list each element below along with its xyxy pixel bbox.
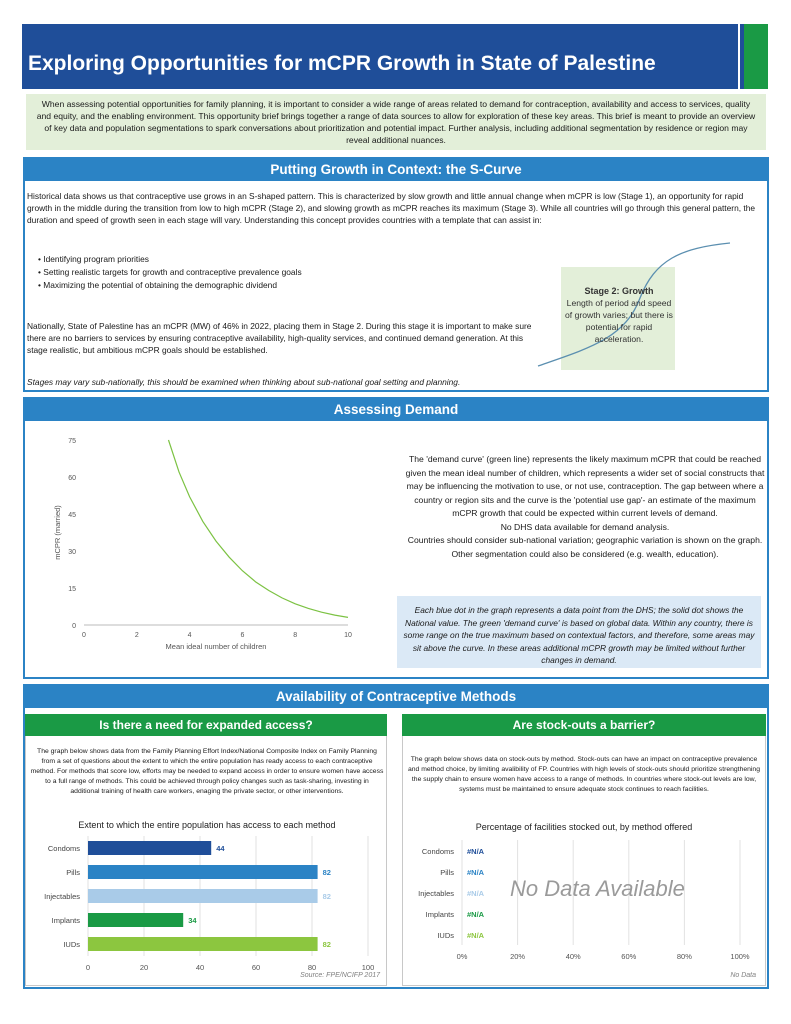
availability-title: Availability of Contraceptive Methods xyxy=(25,686,767,708)
stockout-source: No Data xyxy=(730,972,756,979)
x-tick-label: 10 xyxy=(344,632,352,639)
bullet-item: • Maximizing the potential of obtaining the demographic dividend xyxy=(38,279,518,292)
data-label: #N/A xyxy=(467,847,485,856)
access-bar-chart xyxy=(28,832,384,972)
x-tick-label: 2 xyxy=(134,632,139,639)
category-label: Pills xyxy=(66,868,80,877)
category-label: Implants xyxy=(425,910,454,919)
x-tick-label: 0% xyxy=(456,952,468,961)
national-paragraph: Nationally, State of Palestine has an mCPR (MW) of 46% in 2022, placing them in Stage 2. During this stage it is important to make sure there are no barriers to services by ensuring contraceptive availability, high-quality services, and continued demand generation. At this stage realistic, but ambitious mCPR goals should be established. xyxy=(27,321,532,355)
access-source: Source: FPE/NCIFP 2017 xyxy=(300,972,380,979)
scurve-title: Putting Growth in Context: the S-Curve xyxy=(25,159,767,181)
y-tick-label: 45 xyxy=(68,512,76,519)
category-label: IUDs xyxy=(63,940,80,949)
category-label: Injectables xyxy=(418,889,454,898)
x-tick-label: 8 xyxy=(293,632,298,639)
data-label: 34 xyxy=(188,916,197,925)
scurve-note: Stages may vary sub-nationally, this should be examined when thinking about sub-national goal setting and planning. xyxy=(27,377,461,387)
x-tick-label: 60 xyxy=(251,963,261,972)
demand-curve-chart xyxy=(52,430,362,655)
demand-description xyxy=(405,453,765,561)
x-tick-label: 6 xyxy=(240,632,245,639)
category-label: Condoms xyxy=(47,844,80,853)
category-label: IUDs xyxy=(437,931,454,940)
bar xyxy=(88,865,318,879)
category-label: Pills xyxy=(440,868,454,877)
data-label: #N/A xyxy=(467,910,485,919)
data-label: #N/A xyxy=(467,931,485,940)
demand-title: Assessing Demand xyxy=(25,399,767,421)
data-label: 82 xyxy=(322,940,331,949)
bar xyxy=(88,937,318,951)
x-tick-label: 40% xyxy=(565,952,581,961)
data-label: 82 xyxy=(322,868,331,877)
x-tick-label: 4 xyxy=(187,632,192,639)
y-tick-label: 30 xyxy=(68,549,76,556)
stage-title: Stage 2: Growth xyxy=(584,286,654,296)
bar xyxy=(88,841,211,855)
stockout-chart-title: Percentage of facilities stocked out, by method offered xyxy=(475,822,693,832)
y-tick-label: 15 xyxy=(68,586,76,593)
intro-text: When assessing potential opportunities for family planning, it is important to consider a wide range of areas related to demand for contraception, availability and access to services, quality and equity, and the enabling environment. This opportunity brief brings together a range of data sources to allow for exploration of these key areas. This brief is meant to provide an overview of key data and population segmentations to spark conversations about prioritization and potential impact. Further analysis, including additional segmentation by residence or region may reveal additional nuances. xyxy=(26,94,766,150)
y-tick-label: 75 xyxy=(68,438,76,445)
stage-description: Length of period and speed of growth varies; but there is potential for rapid acceleration. xyxy=(565,298,673,344)
access-chart-title: Extent to which the entire population has access to each method xyxy=(78,820,336,830)
x-tick-label: 80% xyxy=(676,952,692,961)
subnational-text: Countries should consider sub-national variation; geographic variation is shown on the graph. Other segmentation could also be considered (e.g. wealth, education). xyxy=(407,535,763,559)
data-label: #N/A xyxy=(467,868,485,877)
y-tick-label: 0 xyxy=(72,623,76,630)
no-dhs-data-text: No DHS data available for demand analysis. xyxy=(500,521,670,532)
x-tick-label: 60% xyxy=(621,952,637,961)
x-tick-label: 40 xyxy=(195,963,205,972)
access-paragraph: The graph below shows data from the Family Planning Effort Index/National Composite Index on Family Planning from a set of questions about the extent to which the entire population has ready access to each contraceptive method. For methods that score low, efforts may be needed to expand access in order to ensure women have access to a full range of methods. This could be achieved through policy changes such as task-sharing, investing in additional training of health care workers, enaging the private sector, or other interventions. xyxy=(30,748,384,795)
x-tick-label: 0 xyxy=(82,632,86,639)
x-tick-label: 20% xyxy=(510,952,526,961)
data-label: #N/A xyxy=(467,889,485,898)
stockout-bar-chart xyxy=(405,836,763,968)
no-data-overlay: No Data Available xyxy=(510,876,685,901)
bar xyxy=(88,889,318,903)
stockout-paragraph: The graph below shows data on stock-outs by method. Stock-outs can have an impact on contraceptive prevalence and method choice, by limiting avalibility of FP. Countries with high levels of stock-outs should prioritize strengthening the supply chain to ensure women have access to a range of methods. In countries where stock-out levels are low, systems must be maintained to ensure adequate stock continues to reach facilities. xyxy=(408,756,760,793)
demand-note-box: Each blue dot in the graph represents a data point from the DHS; the solid dot shows the National value. The green 'demand curve' is based on global data. Within any country, there is some range on the true maximum based on contextual factors, and therefore, some areas may sit above the curve. In these areas additional mCPR growth may be limited without further changes in demand. xyxy=(397,596,761,668)
category-label: Implants xyxy=(51,916,80,925)
stockout-title: Are stock-outs a barrier? xyxy=(402,714,766,736)
demand-curve-line xyxy=(168,440,348,617)
access-title: Is there a need for expanded access? xyxy=(25,714,387,736)
x-tick-label: 100 xyxy=(361,963,375,972)
y-tick-label: 60 xyxy=(68,475,76,482)
bullet-item: • Setting realistic targets for growth and contraceptive prevalence goals xyxy=(38,266,518,279)
y-axis-label: mCPR (married) xyxy=(53,505,62,560)
scurve-bullets xyxy=(38,253,518,292)
data-label: 44 xyxy=(216,844,225,853)
data-label: 82 xyxy=(322,892,331,901)
page-title: Exploring Opportunities for mCPR Growth in State of Palestine xyxy=(28,52,656,75)
bar xyxy=(88,913,183,927)
category-label: Injectables xyxy=(44,892,80,901)
category-label: Condoms xyxy=(421,847,454,856)
demand-description-text: The 'demand curve' (green line) represents the likely maximum mCPR that could be reached given the mean ideal number of children, which represents a wider set of social constructs that may be influencing the motivation to use, or not use, contraception. The gap between where a country or region sits and the curve is the 'potential use gap'- an estimate of the maximum mCPR growth that could be expected within current levels of demand. xyxy=(405,454,765,518)
bullet-item: • Identifying program priorities xyxy=(38,253,518,266)
x-axis-label: Mean ideal number of children xyxy=(165,642,267,651)
x-tick-label: 0 xyxy=(85,963,91,972)
x-tick-label: 80 xyxy=(307,963,317,972)
header-accent-green xyxy=(744,24,768,89)
x-tick-label: 100% xyxy=(730,952,750,961)
x-tick-label: 20 xyxy=(139,963,149,972)
scurve-paragraph: Historical data shows us that contraceptive use grows in an S-shaped pattern. This is characterized by slow growth and little annual change when mCPR is low (Stage 1), an opportunity for rapid growth in the middle during the transition from low to high mCPR (Stage 2), and slowing growth as mCPR reaches its maximum (Stage 3). While all countries will go through this general pattern, the duration and speed of growth seen in each stage will vary. Understanding this concept provides countries with a template that can assist in: xyxy=(27,191,756,225)
